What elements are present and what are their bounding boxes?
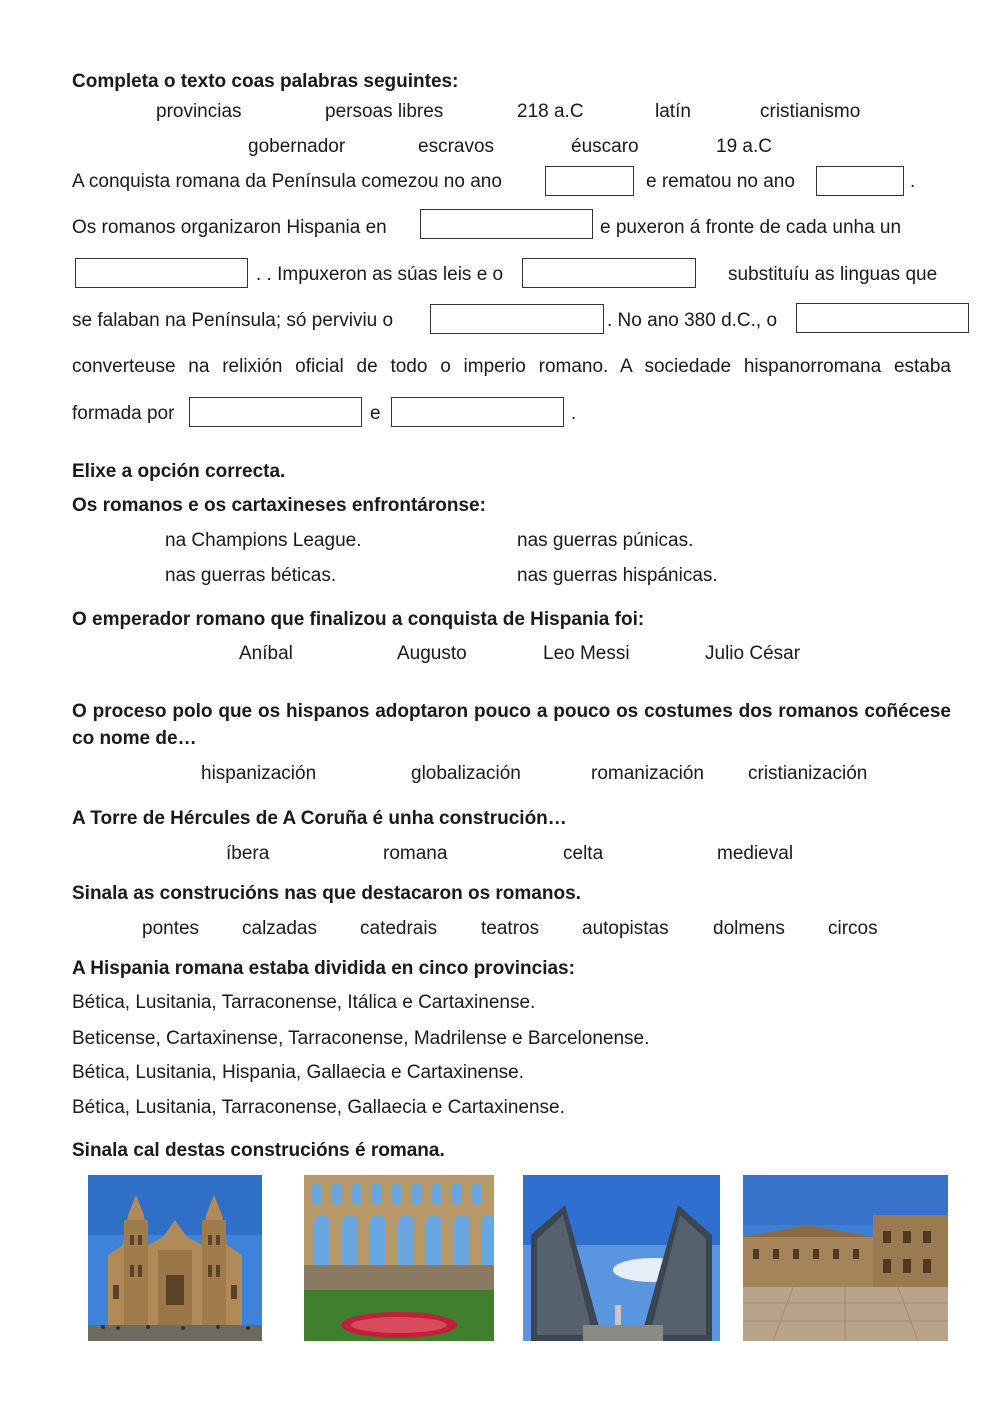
blank-input-3[interactable] (420, 209, 593, 239)
word-bank-word: 218 a.C (517, 101, 584, 122)
aqueduct-photo[interactable] (304, 1175, 494, 1341)
blank-input-7[interactable] (796, 303, 969, 333)
option-q3[interactable]: romanización (591, 763, 704, 784)
text-segment: . . Impuxeron as súas leis e o (256, 264, 504, 285)
word-bank-word: escravos (418, 136, 495, 157)
option-q4[interactable]: medieval (717, 843, 794, 864)
option-q6[interactable]: Beticense, Cartaxinense, Tarraconense, Madrilense e Barcelonense. (72, 1028, 650, 1049)
question-7: Sinala cal destas construcións é romana. (72, 1140, 445, 1161)
question-5: Sinala as construcións nas que destacaron os romanos. (72, 883, 581, 904)
option-q1[interactable]: nas guerras púnicas. (517, 530, 694, 551)
text-segment: . (571, 403, 577, 424)
option-q1[interactable]: na Champions League. (165, 530, 362, 551)
text-segment: e rematou no ano (646, 171, 795, 192)
option-q3[interactable]: hispanización (201, 763, 317, 784)
text-segment: formada por (72, 403, 175, 424)
word-bank-word: éuscaro (571, 136, 639, 157)
option-q2[interactable]: Leo Messi (543, 643, 630, 664)
text-segment: . (910, 171, 916, 192)
word-bank-word: latín (655, 101, 691, 122)
option-q2[interactable]: Augusto (397, 643, 467, 664)
option-q4[interactable]: celta (563, 843, 604, 864)
question-3: O proceso polo que os hispanos adoptaron pouco a pouco os costumes dos romanos coñécese co nome de… (72, 701, 951, 749)
blank-input-9[interactable] (391, 397, 564, 427)
word-bank-word: cristianismo (760, 101, 861, 122)
option-q6[interactable]: Bética, Lusitania, Tarraconense, Itálica e Cartaxinense. (72, 992, 536, 1013)
blank-input-2[interactable] (816, 166, 904, 196)
blank-input-8[interactable] (189, 397, 362, 427)
blank-input-4[interactable] (75, 258, 248, 288)
exercise2-title: Elixe a opción correcta. (72, 461, 286, 482)
text-segment: se falaban na Península; só perviviu o (72, 310, 394, 331)
option-q3[interactable]: cristianización (748, 763, 868, 784)
option-q3[interactable]: globalización (411, 763, 521, 784)
question-1: Os romanos e os cartaxineses enfrontáronse: (72, 495, 486, 516)
word-bank-word: persoas libres (325, 101, 444, 122)
option-q4[interactable]: íbera (226, 843, 270, 864)
question-2: O emperador romano que finalizou a conquista de Hispania foi: (72, 609, 645, 630)
word-bank-word: provincias (156, 101, 242, 122)
option-q6[interactable]: Bética, Lusitania, Tarraconense, Gallaecia e Cartaxinense. (72, 1097, 565, 1118)
word-bank-word: gobernador (248, 136, 346, 157)
blank-input-1[interactable] (545, 166, 634, 196)
option-q4[interactable]: romana (383, 843, 448, 864)
text-segment: substituíu as linguas que (728, 264, 938, 285)
blank-input-6[interactable] (430, 304, 604, 334)
option-q5[interactable]: catedrais (360, 918, 438, 939)
option-q5[interactable]: teatros (481, 918, 540, 939)
cathedral-photo[interactable] (88, 1175, 262, 1341)
option-q5[interactable]: calzadas (242, 918, 317, 939)
text-segment: . No ano 380 d.C., o (607, 310, 778, 331)
option-q5[interactable]: autopistas (582, 918, 669, 939)
square-photo[interactable] (743, 1175, 948, 1341)
option-q2[interactable]: Julio César (705, 643, 801, 664)
towers-photo[interactable] (523, 1175, 720, 1341)
option-q6[interactable]: Bética, Lusitania, Hispania, Gallaecia e Cartaxinense. (72, 1062, 525, 1083)
text-segment: e puxeron á fronte de cada unha un (600, 217, 902, 238)
option-q5[interactable]: pontes (142, 918, 200, 939)
option-q1[interactable]: nas guerras hispánicas. (517, 565, 718, 586)
exercise1-title: Completa o texto coas palabras seguintes: (72, 71, 459, 92)
word-bank-word: 19 a.C (716, 136, 772, 157)
text-segment: converteuse na relixión oficial de todo o imperio romano. A sociedade hispanorromana estaba (72, 356, 951, 377)
option-q2[interactable]: Aníbal (239, 643, 293, 664)
text-segment: e (370, 403, 381, 424)
question-4: A Torre de Hércules de A Coruña é unha construción… (72, 808, 567, 829)
option-q1[interactable]: nas guerras béticas. (165, 565, 337, 586)
question-6: A Hispania romana estaba dividida en cinco provincias: (72, 958, 575, 979)
text-segment: A conquista romana da Península comezou no ano (72, 171, 502, 192)
option-q5[interactable]: circos (828, 918, 878, 939)
text-segment: Os romanos organizaron Hispania en (72, 217, 387, 238)
blank-input-5[interactable] (522, 258, 696, 288)
option-q5[interactable]: dolmens (713, 918, 785, 939)
